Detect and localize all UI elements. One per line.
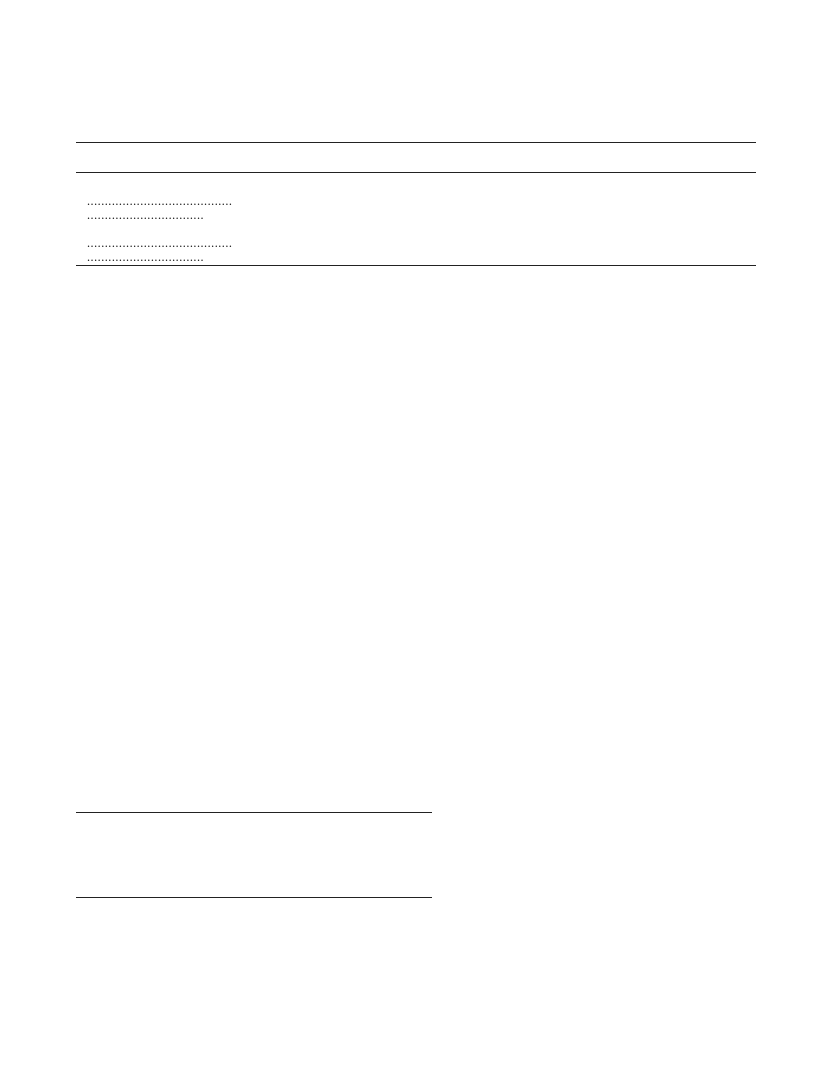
table-header-rule bbox=[76, 172, 756, 173]
table-top-rule bbox=[76, 142, 756, 143]
right-column-references bbox=[444, 345, 758, 346]
table-note bbox=[76, 268, 758, 284]
row-label: ......................................... bbox=[87, 194, 233, 208]
table-bottom-rule bbox=[76, 265, 756, 266]
row-label: ................................. bbox=[87, 208, 205, 222]
row-label: ......................................... bbox=[87, 236, 233, 250]
row-label: ................................. bbox=[87, 250, 205, 264]
section-rule bbox=[76, 812, 432, 813]
section-rule bbox=[76, 897, 432, 898]
